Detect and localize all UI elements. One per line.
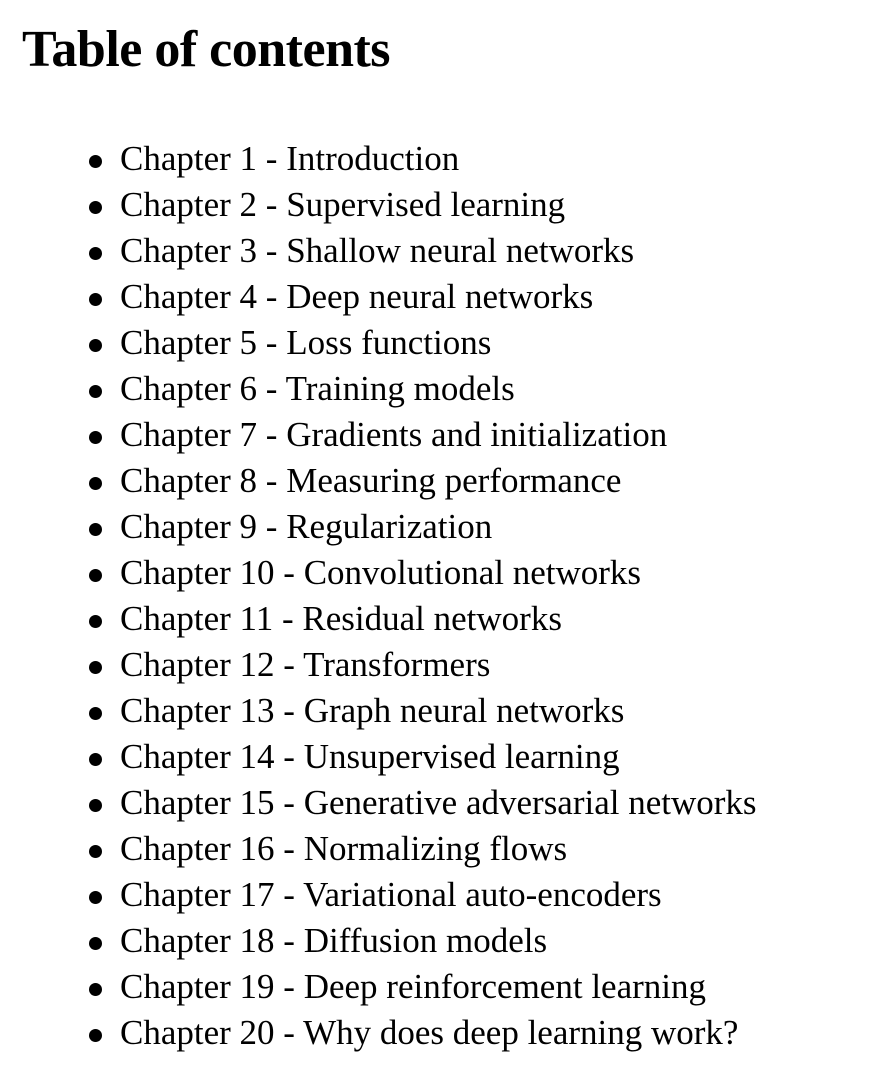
chapter-list-item [0,734,870,780]
chapter-link[interactable]: Chapter 4 - Deep neural networks [120,277,594,316]
chapter-link[interactable]: Chapter 6 - Training models [120,369,515,408]
chapter-list-item [0,826,870,872]
chapter-list-item [0,458,870,504]
chapter-link[interactable]: Chapter 10 - Convolutional networks [120,553,642,592]
chapter-list-item [0,504,870,550]
bullet-icon [89,1029,102,1042]
chapter-list-item [0,688,870,734]
chapter-list-item [0,550,870,596]
chapter-link[interactable]: Chapter 13 - Graph neural networks [120,691,625,730]
chapter-link[interactable]: Chapter 1 - Introduction [120,139,460,178]
chapter-list-item [0,642,870,688]
chapter-link[interactable]: Chapter 17 - Variational auto-encoders [120,875,662,914]
bullet-icon [89,983,102,996]
chapter-list-item [0,1010,870,1056]
chapter-list-item [0,596,870,642]
bullet-icon [89,523,102,536]
chapter-link[interactable]: Chapter 11 - Residual networks [120,599,562,638]
chapter-list-item [0,366,870,412]
bullet-icon [89,385,102,398]
chapter-link[interactable]: Chapter 8 - Measuring performance [120,461,622,500]
chapter-link[interactable]: Chapter 12 - Transformers [120,645,491,684]
chapter-link[interactable]: Chapter 2 - Supervised learning [120,185,566,224]
bullet-icon [89,477,102,490]
bullet-icon [89,753,102,766]
bullet-icon [89,155,102,168]
bullet-icon [89,201,102,214]
chapter-link[interactable]: Chapter 19 - Deep reinforcement learning [120,967,706,1006]
bullet-icon [89,661,102,674]
chapter-link[interactable]: Chapter 3 - Shallow neural networks [120,231,635,270]
bullet-icon [89,247,102,260]
bullet-icon [89,293,102,306]
chapter-list-item [0,872,870,918]
bullet-icon [89,569,102,582]
chapter-list-item [0,182,870,228]
chapter-link[interactable]: Chapter 7 - Gradients and initialization [120,415,668,454]
chapter-list-item [0,964,870,1010]
bullet-icon [89,615,102,628]
chapter-link[interactable]: Chapter 14 - Unsupervised learning [120,737,620,776]
page-title: Table of contents [22,21,391,78]
bullet-icon [89,937,102,950]
chapter-list-item [0,136,870,182]
chapter-link[interactable]: Chapter 16 - Normalizing flows [120,829,568,868]
chapter-link[interactable]: Chapter 9 - Regularization [120,507,493,546]
bullet-icon [89,891,102,904]
chapter-link[interactable]: Chapter 5 - Loss functions [120,323,492,362]
chapter-list-item [0,320,870,366]
chapter-list-item [0,412,870,458]
chapter-link[interactable]: Chapter 15 - Generative adversarial networks [120,783,757,822]
bullet-icon [89,339,102,352]
bullet-icon [89,845,102,858]
chapter-list-item [0,780,870,826]
bullet-icon [89,707,102,720]
chapter-list-item [0,274,870,320]
chapter-list-item [0,228,870,274]
chapter-link[interactable]: Chapter 20 - Why does deep learning work? [120,1013,739,1052]
chapter-list [0,136,870,1056]
bullet-icon [89,431,102,444]
chapter-list-item [0,918,870,964]
chapter-link[interactable]: Chapter 18 - Diffusion models [120,921,548,960]
bullet-icon [89,799,102,812]
